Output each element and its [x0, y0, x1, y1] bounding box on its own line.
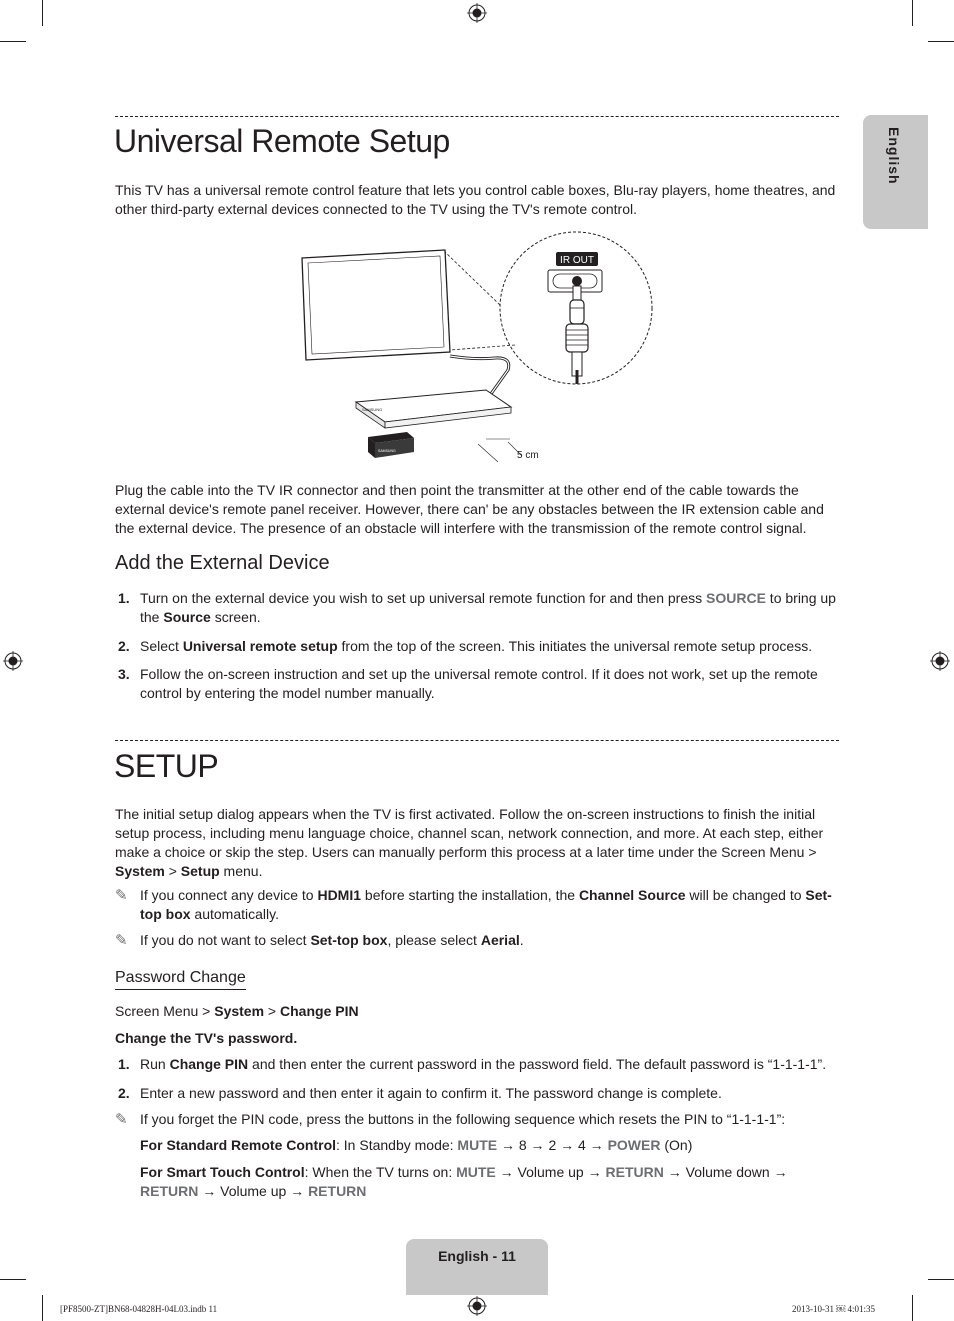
section-title-universal-remote: Universal Remote Setup	[114, 123, 450, 159]
note-item: ✎ If you connect any device to HDMI1 before starting the installation, the Channel Source will be changed to Set-top box automatically.	[115, 887, 832, 922]
ir-extender-illustration	[300, 230, 655, 470]
ir-out-port-label: IR OUT	[560, 255, 594, 266]
password-subheading: Change the TV's password.	[115, 1030, 298, 1046]
source-screen-label: Source	[163, 609, 211, 625]
step-number: 1.	[118, 590, 130, 606]
pencil-note-icon: ✎	[115, 1111, 128, 1128]
page-number: English - 11	[438, 1248, 516, 1264]
smart-touch-sequence: For Smart Touch Control: When the TV turns on: MUTE → Volume up → RETURN → Volume down → RETURN → Volume up → RETURN	[140, 1164, 788, 1199]
language-side-tab	[863, 115, 928, 229]
page-number-tab	[406, 1239, 548, 1295]
list-item: 3. Follow the on-screen instruction and set up the universal remote control. If it does not work, set up the remote control by entering the model number manually.	[118, 666, 818, 701]
step-number: 2.	[118, 638, 130, 654]
registration-mark-icon	[930, 651, 950, 671]
setup-intro: The initial setup dialog appears when the TV is first activated. Follow the on-screen instructions to finish the initial setup process, including menu language choice, channel scan, network connection, and more. At each step, either make a choice or skip the step. Users can manually perform this process at a later time under the Screen Menu > System > Setup menu.	[115, 806, 824, 879]
step-number: 2.	[118, 1085, 130, 1101]
crop-mark	[42, 0, 43, 26]
crop-mark	[912, 1295, 913, 1321]
standard-remote-sequence: For Standard Remote Control: In Standby mode: MUTE → 8 → 2 → 4 → POWER (On)	[140, 1137, 693, 1153]
list-item: 2. Enter a new password and then enter it again to confirm it. The password change is complete.	[118, 1085, 722, 1101]
print-slug-file: [PF8500-ZT]BN68-04828H-04L03.indb 11	[60, 1304, 218, 1314]
registration-mark-icon	[3, 651, 23, 671]
add-external-device-heading: Add the External Device	[115, 552, 330, 574]
crop-mark	[928, 1279, 954, 1280]
note-item: ✎ If you do not want to select Set-top box, please select Aerial.	[115, 932, 524, 949]
settopbox-brand-label: SAMSUNG	[362, 407, 383, 412]
list-item: 1. Run Change PIN and then enter the current password in the password field. The default password is “1-1-1-1”.	[118, 1056, 827, 1072]
list-item: 1. Turn on the external device you wish to set up universal remote function for and then press SOURCE to bring up the Source screen.	[118, 590, 836, 625]
universal-remote-setup-label: Universal remote setup	[182, 638, 338, 654]
pencil-note-icon: ✎	[115, 932, 128, 949]
password-change-heading: Password Change	[115, 968, 246, 990]
print-slug-timestamp: 2013-10-31 ￼ 4:01:35	[792, 1304, 875, 1314]
step-number: 1.	[118, 1056, 130, 1072]
step-number: 3.	[118, 666, 130, 682]
crop-mark	[42, 1295, 43, 1321]
source-key: SOURCE	[706, 590, 766, 606]
section-divider	[115, 116, 839, 117]
registration-mark-icon	[467, 3, 487, 23]
pencil-note-icon: ✎	[115, 887, 128, 904]
crop-mark	[928, 41, 954, 42]
crop-mark	[0, 41, 26, 42]
menu-path: Screen Menu > System > Change PIN	[115, 1003, 359, 1019]
language-side-tab-label: English	[886, 127, 902, 185]
crop-mark	[912, 0, 913, 26]
registration-mark-icon	[467, 1296, 487, 1316]
universal-remote-intro: This TV has a universal remote control feature that lets you control cable boxes, Blu-ray players, home theatres, and other third-party external devices connected to the TV using the TV's remote control.	[115, 182, 836, 217]
list-item: 2. Select Universal remote setup from the top of the screen. This initiates the universal remote setup process.	[118, 638, 813, 654]
ir-cable-instructions: Plug the cable into the TV IR connector and then point the transmitter at the other end of the cable towards the external device's remote panel receiver. However, there can' be any obstacles between the IR extension cable and the external device. The presence of an obstacle will interfere with the transmission of the remote control signal.	[115, 482, 824, 536]
distance-label: 5 cm	[517, 450, 539, 461]
ir-blaster-brand-label: SAMSUNG	[378, 449, 396, 453]
section-divider	[115, 740, 839, 741]
section-title-setup: SETUP	[114, 748, 219, 784]
crop-mark	[0, 1279, 26, 1280]
note-item: ✎ If you forget the PIN code, press the buttons in the following sequence which resets the PIN to “1-1-1-1”:	[115, 1111, 786, 1128]
